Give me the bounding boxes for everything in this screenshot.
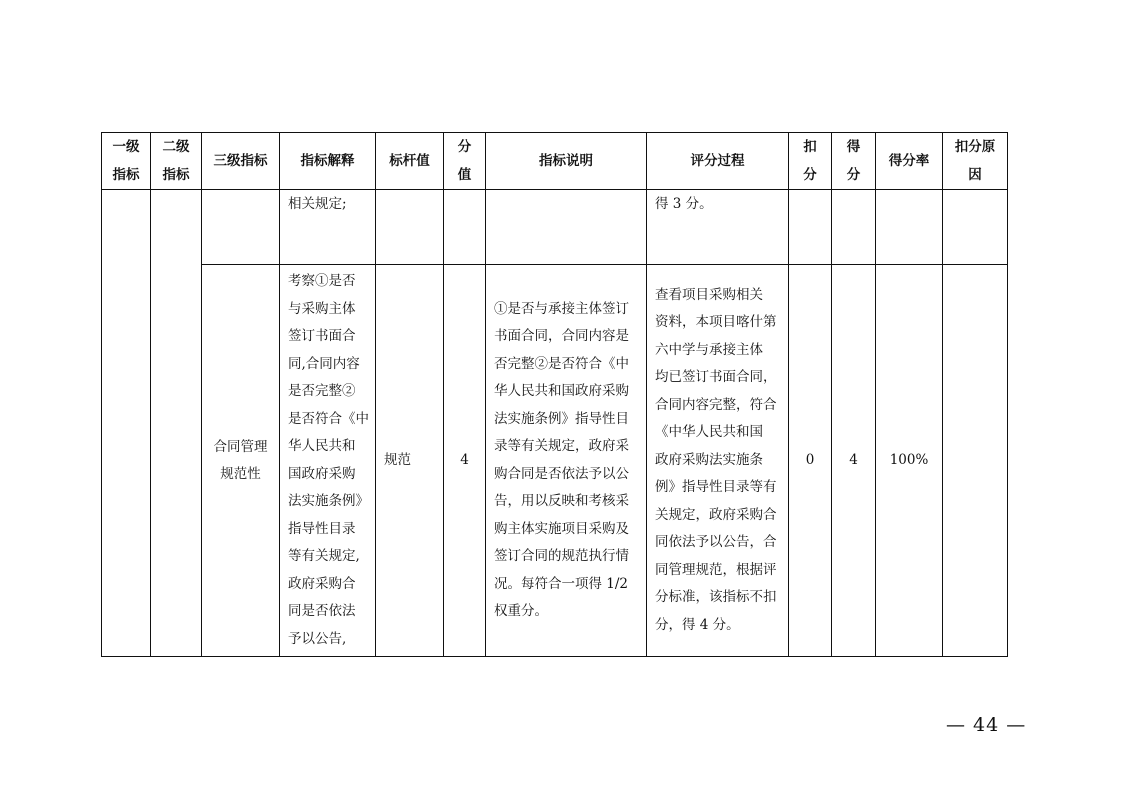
explanation-line: 政府采购合 <box>288 575 356 592</box>
level3-line: 规范性 <box>220 465 261 482</box>
process-line: 分，得 4 分。 <box>655 616 740 633</box>
header-score: 分 值 <box>444 133 486 190</box>
cell-reason <box>943 265 1008 657</box>
cell-score-cont <box>444 190 486 265</box>
process-line: 合同内容完整，符合 <box>655 396 777 413</box>
header-rate: 得分率 <box>876 133 943 190</box>
header-deduct: 扣 分 <box>789 133 832 190</box>
cell-explanation-cont: 相关规定; <box>280 190 376 265</box>
process-line: 关规定，政府采购合 <box>655 506 777 523</box>
process-line: 政府采购法实施条 <box>655 451 763 468</box>
description-line: 告，用以反映和考核采 <box>494 493 629 509</box>
cell-score: 4 <box>444 265 486 657</box>
process-line: 同依法予以公告，合 <box>655 534 777 551</box>
cell-deduct-cont <box>789 190 832 265</box>
explanation-line: 国政府采购 <box>288 465 356 482</box>
header-got: 得 分 <box>832 133 876 190</box>
cell-explanation <box>280 265 376 657</box>
table-row-contract-management <box>102 265 1008 657</box>
explanation-line: 同是否依法 <box>288 603 356 619</box>
process-line: 同管理规范，根据评 <box>655 561 777 578</box>
explanation-line: 指导性目录 <box>288 520 356 537</box>
explanation-line: 考察①是否 <box>288 273 356 289</box>
cell-rate: 100% <box>876 265 943 657</box>
explanation-line: 法实施条例》 <box>288 493 369 509</box>
cell-benchmark: 规范 <box>376 265 444 657</box>
header-row <box>102 133 1008 190</box>
header-level2: 二级 指标 <box>151 133 202 190</box>
explanation-line: 华人民共和 <box>288 438 356 454</box>
explanation-text <box>280 268 375 653</box>
description-line: 况。每符合一项得 1/2 <box>494 575 629 592</box>
description-line: 购合同是否依法予以公 <box>494 465 629 482</box>
cell-reason-cont <box>943 190 1008 265</box>
explanation-line: 签订书面合 <box>288 328 356 344</box>
cell-benchmark-cont <box>376 190 444 265</box>
explanation-line: 是否符合《中 <box>288 410 369 427</box>
description-text <box>486 296 646 626</box>
cell-level1 <box>102 190 151 657</box>
description-line: 录等有关规定，政府采 <box>494 438 629 454</box>
cell-deduct: 0 <box>789 265 832 657</box>
header-explanation: 指标解释 <box>280 133 376 190</box>
header-level3: 三级指标 <box>202 133 280 190</box>
description-line: 法实施条例》指导性目 <box>494 410 629 427</box>
level3-text <box>206 434 275 488</box>
cell-level3 <box>202 265 280 657</box>
explanation-line: 予以公告, <box>288 630 347 647</box>
header-reason: 扣分原 因 <box>943 133 1008 190</box>
cell-process-cont: 得 3 分。 <box>647 190 789 265</box>
process-line: 例》指导性目录等有 <box>655 479 777 496</box>
process-line: 六中学与承接主体 <box>655 341 763 358</box>
evaluation-table <box>101 132 1008 657</box>
header-level1: 一级 指标 <box>102 133 151 190</box>
description-line: 签订合同的规范执行情 <box>494 548 629 564</box>
cell-level3-cont <box>202 190 280 265</box>
cell-description <box>486 265 647 657</box>
process-text <box>647 282 788 640</box>
cell-level2 <box>151 190 202 657</box>
explanation-line: 等有关规定, <box>288 548 360 564</box>
evaluation-table-container <box>101 132 1007 657</box>
header-process: 评分过程 <box>647 133 789 190</box>
explanation-line: 与采购主体 <box>288 300 356 317</box>
process-line: 分标准，该指标不扣 <box>655 589 777 606</box>
cell-got: 4 <box>832 265 876 657</box>
process-line: 均已签订书面合同， <box>655 369 777 386</box>
header-description: 指标说明 <box>486 133 647 190</box>
process-line: 《中华人民共和国 <box>655 424 763 441</box>
table-row-continuation <box>102 190 1008 265</box>
process-line: 查看项目采购相关 <box>655 286 763 303</box>
explanation-line: 同,合同内容 <box>288 355 360 372</box>
explanation-line: 是否完整② <box>288 383 356 399</box>
page-number: — 44 — <box>946 714 1027 736</box>
cell-got-cont <box>832 190 876 265</box>
description-line: 否完整②是否符合《中 <box>494 355 629 372</box>
description-line: 华人民共和国政府采购 <box>494 383 629 399</box>
process-line: 资料，本项目喀什第 <box>655 314 777 331</box>
description-line: 购主体实施项目采购及 <box>494 520 629 537</box>
level3-line: 合同管理 <box>213 438 268 455</box>
header-benchmark: 标杆值 <box>376 133 444 190</box>
description-line: 权重分。 <box>494 603 548 619</box>
cell-description-cont <box>486 190 647 265</box>
cell-process <box>647 265 789 657</box>
description-line: 书面合同，合同内容是 <box>494 328 629 344</box>
description-line: ①是否与承接主体签订 <box>494 300 629 317</box>
cell-rate-cont <box>876 190 943 265</box>
